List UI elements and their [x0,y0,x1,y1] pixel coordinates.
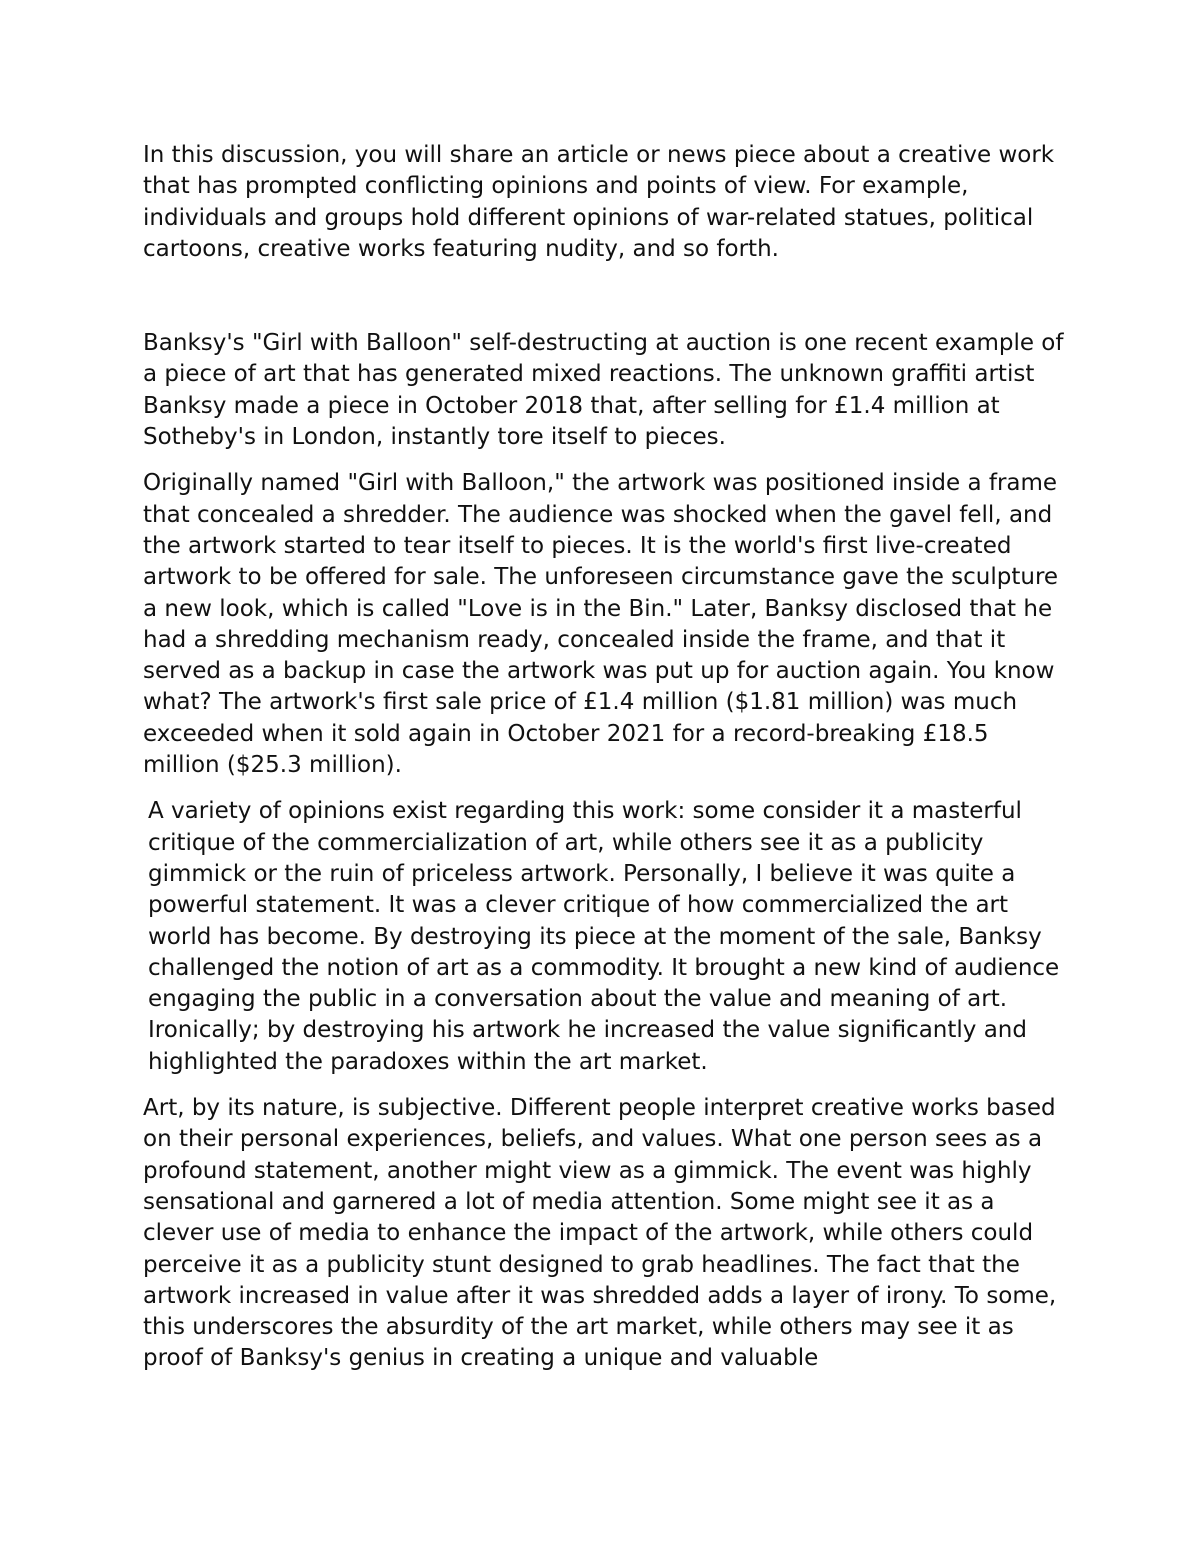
prompt-paragraph: In this discussion, you will share an article or news piece about a creative work that has prompted conflicting opinions and points of view. For example, individuals and groups hold different opinions of war-related statues, political cartoons, creative works featuring nudity, and so forth. [143,142,1055,262]
intro-paragraph: Banksy's "Girl with Balloon" self-destructing at auction is one recent example of a piece of art that has generated mixed reactions. The unknown graffiti artist Banksy made a piece in October 2018 that, after selling for £1.4 million at Sotheby's in London, instantly tore itself to pieces. [143,330,1064,451]
subjectivity-paragraph: Art, by its nature, is subjective. Different people interpret creative works based on their personal experiences, beliefs, and values. What one person sees as a profound statement, another might view as a gimmick. The event was highly sensational and garnered a lot of media attention. Some might see it as a clever use of media to enhance the impact of the artwork, while others could perceive it as a publicity stunt designed to grab headlines. The fact that the artwork increased in value after it was shredded adds a layer of irony. To some, this underscores the absurdity of the art market, while others may see it as proof of Banksy's genius in creating a unique and valuable [143,1095,1057,1372]
document-body [143,140,1068,1375]
opinion-paragraph: A variety of opinions exist regarding this work: some consider it a masterful critique of the commercialization of art, while others see it as a publicity gimmick or the ruin of priceless artwork. Personally, I believe it was quite a powerful statement. It was a clever critique of how commercialized the art world has become. By destroying its piece at the moment of the sale, Banksy challenged the notion of art as a commodity. It brought a new kind of audience engaging the public in a conversation about the value and meaning of art. Ironically; by destroying his artwork he increased the value significantly and highlighted the paradoxes within the art market. [148,798,1060,1075]
background-paragraph: Originally named "Girl with Balloon," the artwork was positioned inside a frame that concealed a shredder. The audience was shocked when the gavel fell, and the artwork started to tear itself to pieces. It is the world's first live-created artwork to be offered for sale. The unforeseen circumstance gave the sculpture a new look, which is called "Love is in the Bin." Later, Banksy disclosed that he had a shredding mechanism ready, concealed inside the frame, and that it served as a backup in case the artwork was put up for auction again. You know what? The artwork's first sale price of £1.4 million ($1.81 million) was much exceeded when it sold again in October 2021 for a record-breaking £18.5 million ($25.3 million). [143,470,1059,779]
